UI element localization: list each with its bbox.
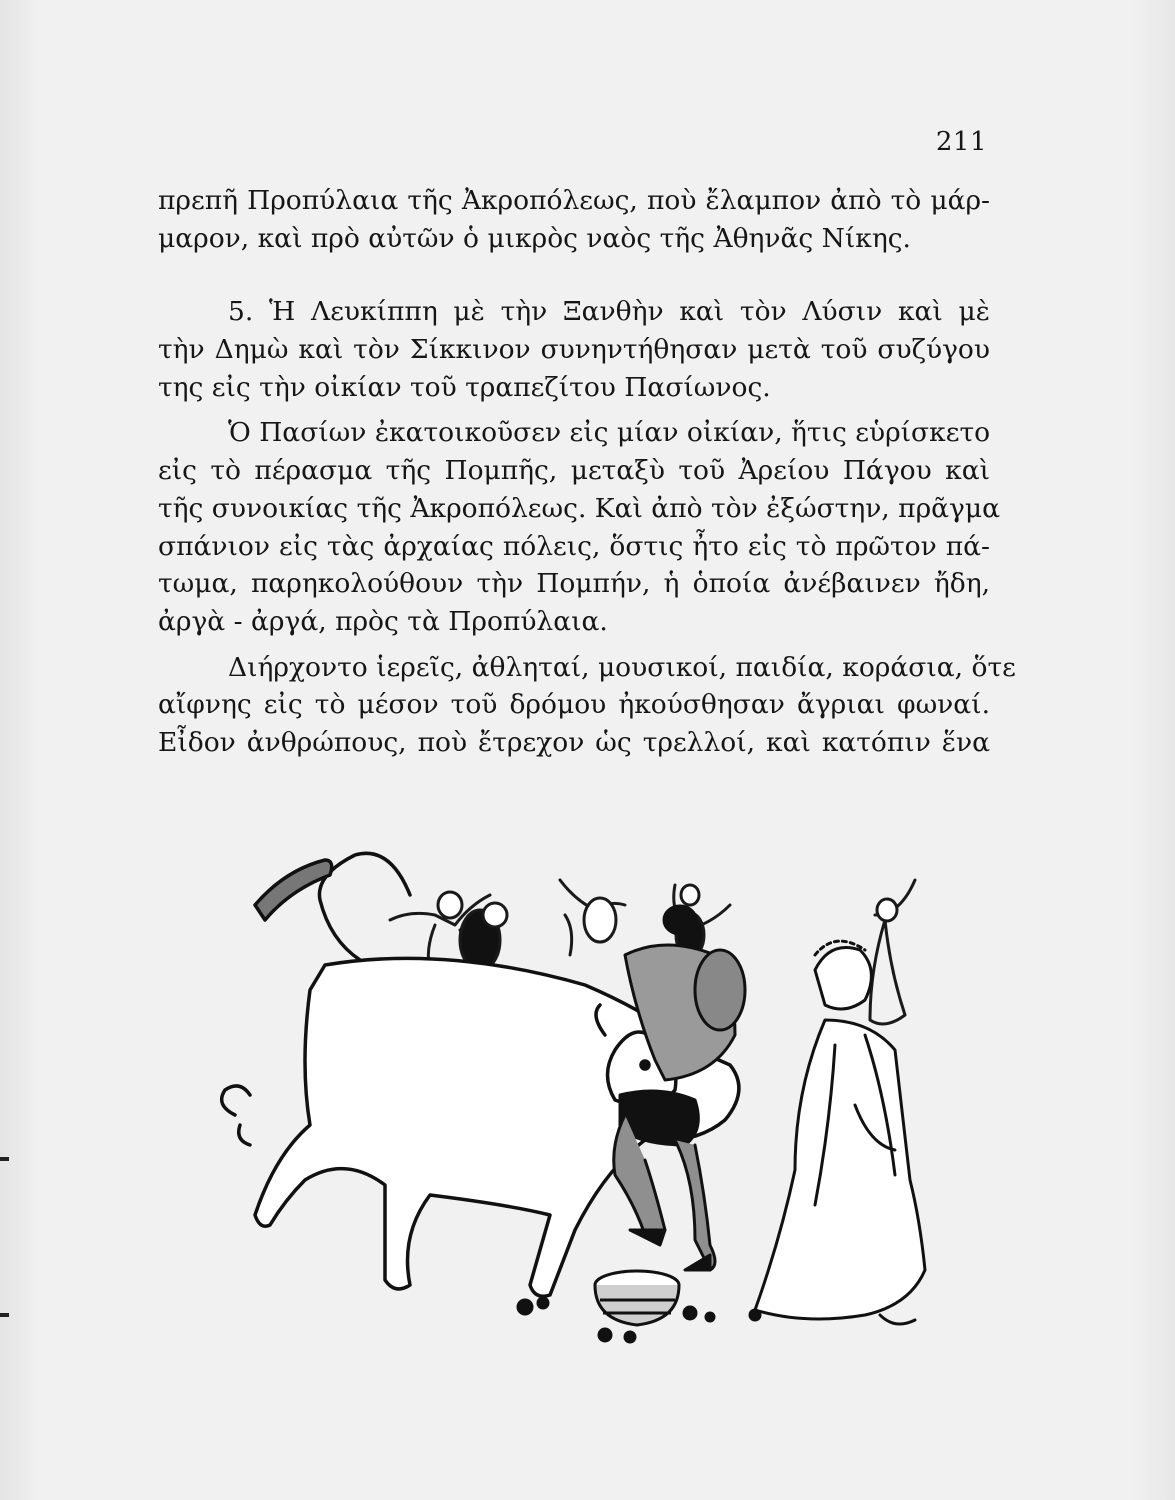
scan-edge-mark (0, 1157, 9, 1161)
text-line: Διήρχοντο ἱερεῖς, ἀθληταί, μουσικοί, παιδία, κοράσια, ὅτε (228, 651, 1016, 683)
text-line: Εἶδον ἀνθρώπους, ποὺ ἔτρεχον ὡς τρελλοί, καὶ κατόπιν ἕνα (158, 726, 990, 758)
text-line: τῆς συνοικίας τῆς Ἀκροπόλεως. Καὶ ἀπὸ τὸν ἐξώστην, πρᾶγμα (158, 492, 1000, 524)
text-line: σπάνιον εἰς τὰς ἀρχαίας πόλεις, ὅστις ἦτο εἰς τὸ πρῶτον πά- (158, 530, 990, 562)
bull-procession-illustration (175, 845, 955, 1365)
text-line: τὴν Δημὼ καὶ τὸν Σίκκινον συνηντήθησαν μετὰ τοῦ συζύγου (158, 334, 990, 366)
text-line: εἰς τὸ πέρασμα τῆς Πομπῆς, μεταξὺ τοῦ Ἀρείου Πάγου καὶ (158, 455, 990, 487)
text-line: μαρον, καὶ πρὸ αὐτῶν ὁ μικρὸς ναὸς τῆς Ἀθηνᾶς Νίκης. (158, 222, 911, 254)
text-line: της εἰς τὴν οἰκίαν τοῦ τραπεζίτου Πασίωνος. (158, 371, 771, 403)
text-line: ἀργὰ - ἀργά, πρὸς τὰ Προπύλαια. (158, 605, 608, 637)
text-line: αἴφνης εἰς τὸ μέσον τοῦ δρόμου ἠκούσθησαν ἄγριαι φωναί. (158, 689, 990, 721)
section-5-heading-line: 5. Ἡ Λευκίππη μὲ τὴν Ξανθὴν καὶ τὸν Λύσιν καὶ μὲ (228, 296, 990, 328)
text-line: τωμα, παρηκολούθουν τὴν Πομπήν, ἡ ὁποία ἀνέβαινεν ἤδη, (158, 568, 990, 600)
text-line: Ὁ Πασίων ἐκατοικοῦσεν εἰς μίαν οἰκίαν, ἥτις εὑρίσκετο (228, 417, 991, 449)
page-number: 211 (935, 127, 987, 157)
text-line: πρεπῆ Προπύλαια τῆς Ἀκροπόλεως, ποὺ ἔλαμπον ἀπὸ τὸ μάρ- (158, 185, 990, 216)
body-text (158, 182, 1016, 762)
scan-edge-mark (0, 1313, 9, 1317)
